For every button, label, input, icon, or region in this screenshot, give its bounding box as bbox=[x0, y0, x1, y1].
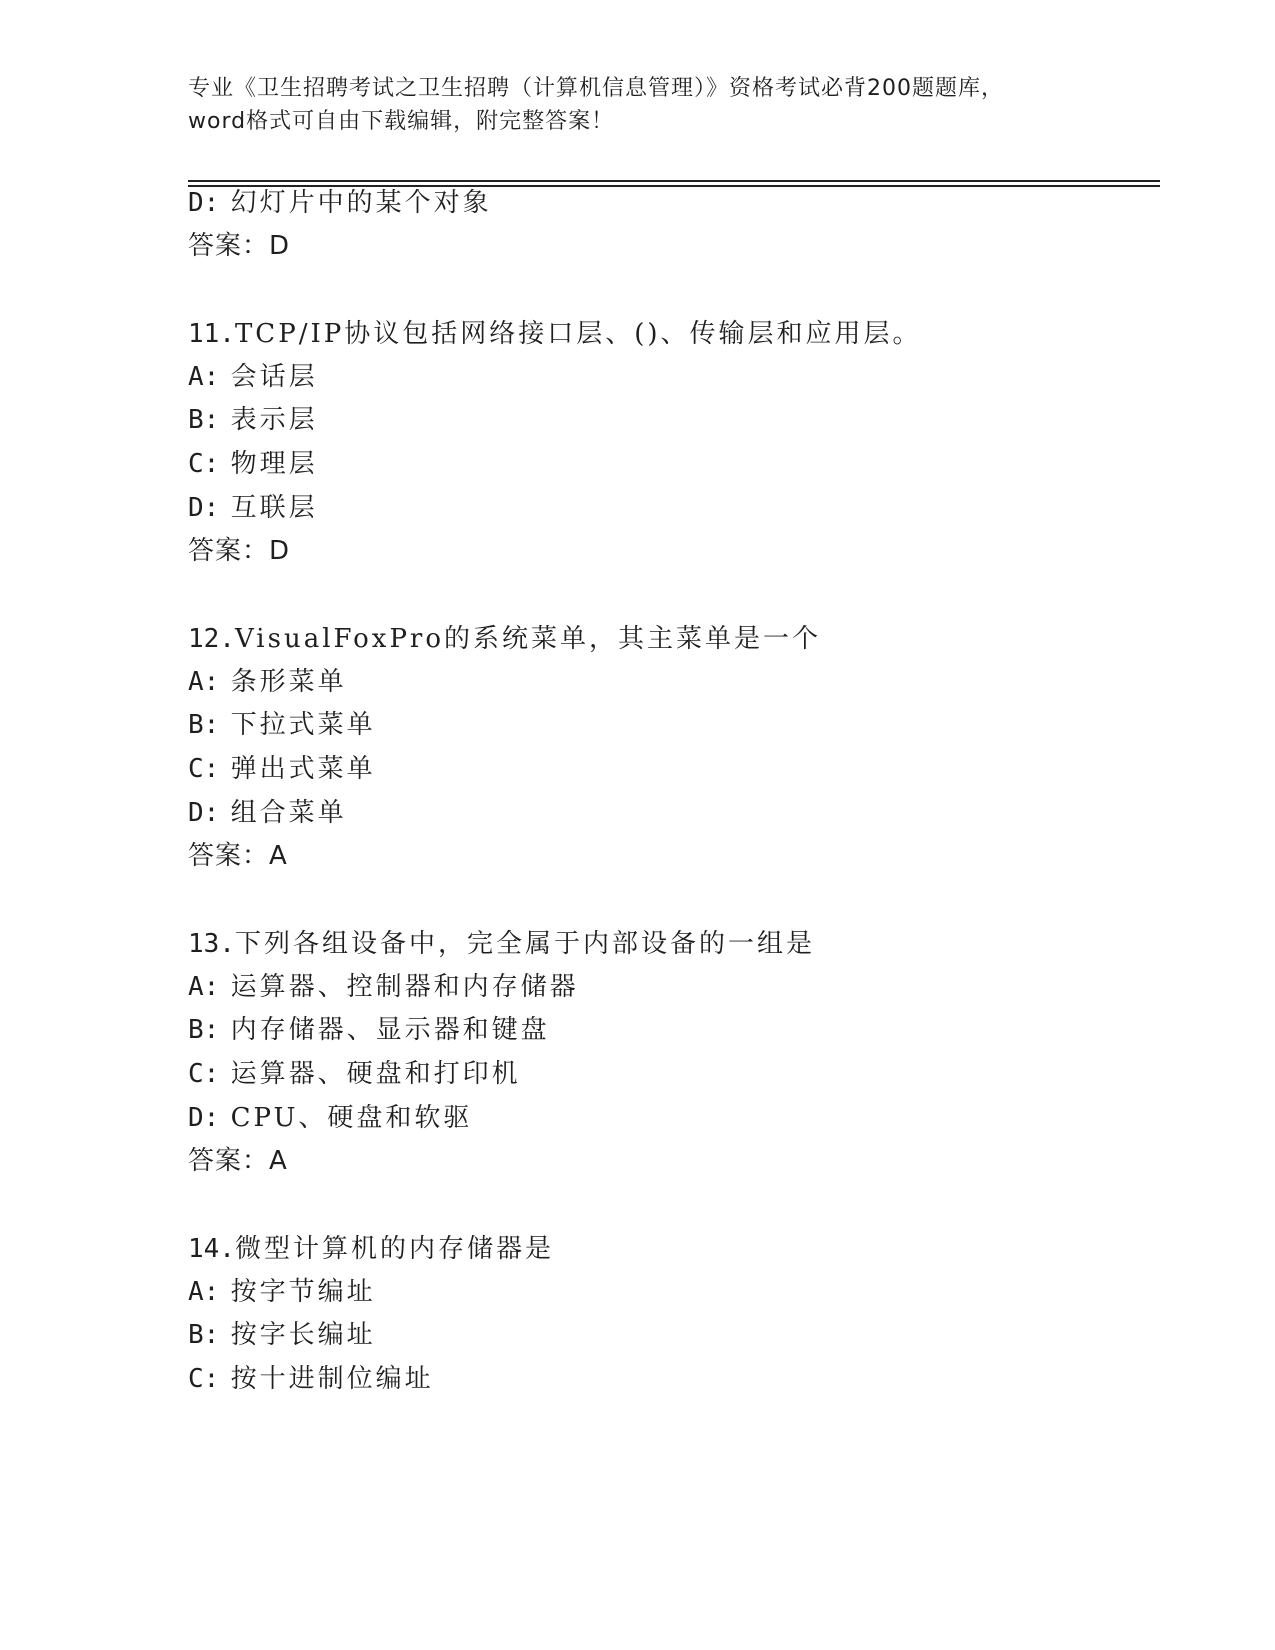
question-text: TCP/IP协议包括网络接口层、()、传输层和应用层。 bbox=[234, 319, 922, 349]
header-rule-top bbox=[188, 180, 1160, 182]
question-number: 12. bbox=[188, 624, 235, 654]
question-12-option-b bbox=[188, 705, 376, 745]
option-text: 按字长编址 bbox=[230, 1320, 376, 1350]
option-letter: C: bbox=[188, 449, 220, 479]
option-letter: A: bbox=[188, 972, 220, 1002]
question-11-option-a bbox=[188, 357, 318, 397]
option-text: 按字节编址 bbox=[230, 1277, 376, 1307]
option-text: 互联层 bbox=[230, 493, 318, 523]
option-text: 表示层 bbox=[230, 405, 318, 435]
question-number: 11. bbox=[188, 319, 235, 349]
option-letter: B: bbox=[188, 710, 220, 740]
option-text: 内存储器、显示器和键盘 bbox=[230, 1015, 550, 1045]
question-11-answer: 答案：D bbox=[188, 536, 291, 566]
question-13-option-b bbox=[188, 1010, 550, 1050]
question-12-answer: 答案：A bbox=[188, 841, 288, 871]
option-text: 组合菜单 bbox=[230, 798, 347, 828]
option-letter: B: bbox=[188, 1015, 220, 1045]
question-12-option-a bbox=[188, 662, 347, 702]
header-line-2: word格式可自由下载编辑，附完整答案！ bbox=[188, 109, 615, 134]
option-letter: D: bbox=[188, 1103, 220, 1133]
prev-answer: 答案：D bbox=[188, 231, 291, 261]
option-text: CPU、硬盘和软驱 bbox=[230, 1103, 473, 1133]
question-number: 13. bbox=[188, 929, 235, 959]
option-letter: A: bbox=[188, 667, 220, 697]
question-number: 14. bbox=[188, 1234, 235, 1264]
question-12-stem bbox=[188, 619, 821, 659]
option-text: 会话层 bbox=[230, 362, 318, 392]
question-11-stem bbox=[188, 314, 922, 354]
option-letter: B: bbox=[188, 1320, 220, 1350]
option-text: 下拉式菜单 bbox=[230, 710, 376, 740]
question-text: VisualFoxPro的系统菜单，其主菜单是一个 bbox=[234, 624, 822, 654]
question-11-option-c bbox=[188, 444, 318, 484]
question-text: 下列各组设备中，完全属于内部设备的一组是 bbox=[234, 929, 815, 959]
question-14-option-c bbox=[188, 1359, 434, 1399]
option-letter: A: bbox=[188, 1277, 220, 1307]
header-line-1: 专业《卫生招聘考试之卫生招聘（计算机信息管理）》资格考试必背200题题库， bbox=[188, 76, 1004, 101]
question-14-stem bbox=[188, 1229, 554, 1269]
option-text: 条形菜单 bbox=[230, 667, 347, 697]
question-14-option-b bbox=[188, 1315, 376, 1355]
option-text: 弹出式菜单 bbox=[230, 754, 376, 784]
question-13-answer: 答案：A bbox=[188, 1146, 288, 1176]
option-letter: D: bbox=[188, 493, 220, 523]
option-text: 运算器、硬盘和打印机 bbox=[230, 1059, 521, 1089]
document-header bbox=[188, 72, 1088, 138]
prev-option-d bbox=[188, 183, 492, 223]
option-letter: D: bbox=[188, 798, 220, 828]
question-13-option-c bbox=[188, 1054, 521, 1094]
option-letter: D: bbox=[188, 188, 220, 218]
question-text: 微型计算机的内存储器是 bbox=[234, 1234, 554, 1264]
question-13-stem bbox=[188, 924, 815, 964]
question-11-option-b bbox=[188, 400, 318, 440]
option-letter: C: bbox=[188, 1364, 220, 1394]
option-text: 按十进制位编址 bbox=[230, 1364, 434, 1394]
question-11-option-d bbox=[188, 488, 318, 528]
question-12-option-d bbox=[188, 793, 347, 833]
question-14-option-a bbox=[188, 1272, 376, 1312]
question-13-option-d bbox=[188, 1098, 472, 1138]
option-letter: C: bbox=[188, 754, 220, 784]
option-text: 幻灯片中的某个对象 bbox=[230, 188, 492, 218]
option-letter: A: bbox=[188, 362, 220, 392]
option-text: 物理层 bbox=[230, 449, 318, 479]
question-12-option-c bbox=[188, 749, 376, 789]
option-letter: C: bbox=[188, 1059, 220, 1089]
question-13-option-a bbox=[188, 967, 579, 1007]
option-letter: B: bbox=[188, 405, 220, 435]
option-text: 运算器、控制器和内存储器 bbox=[230, 972, 579, 1002]
